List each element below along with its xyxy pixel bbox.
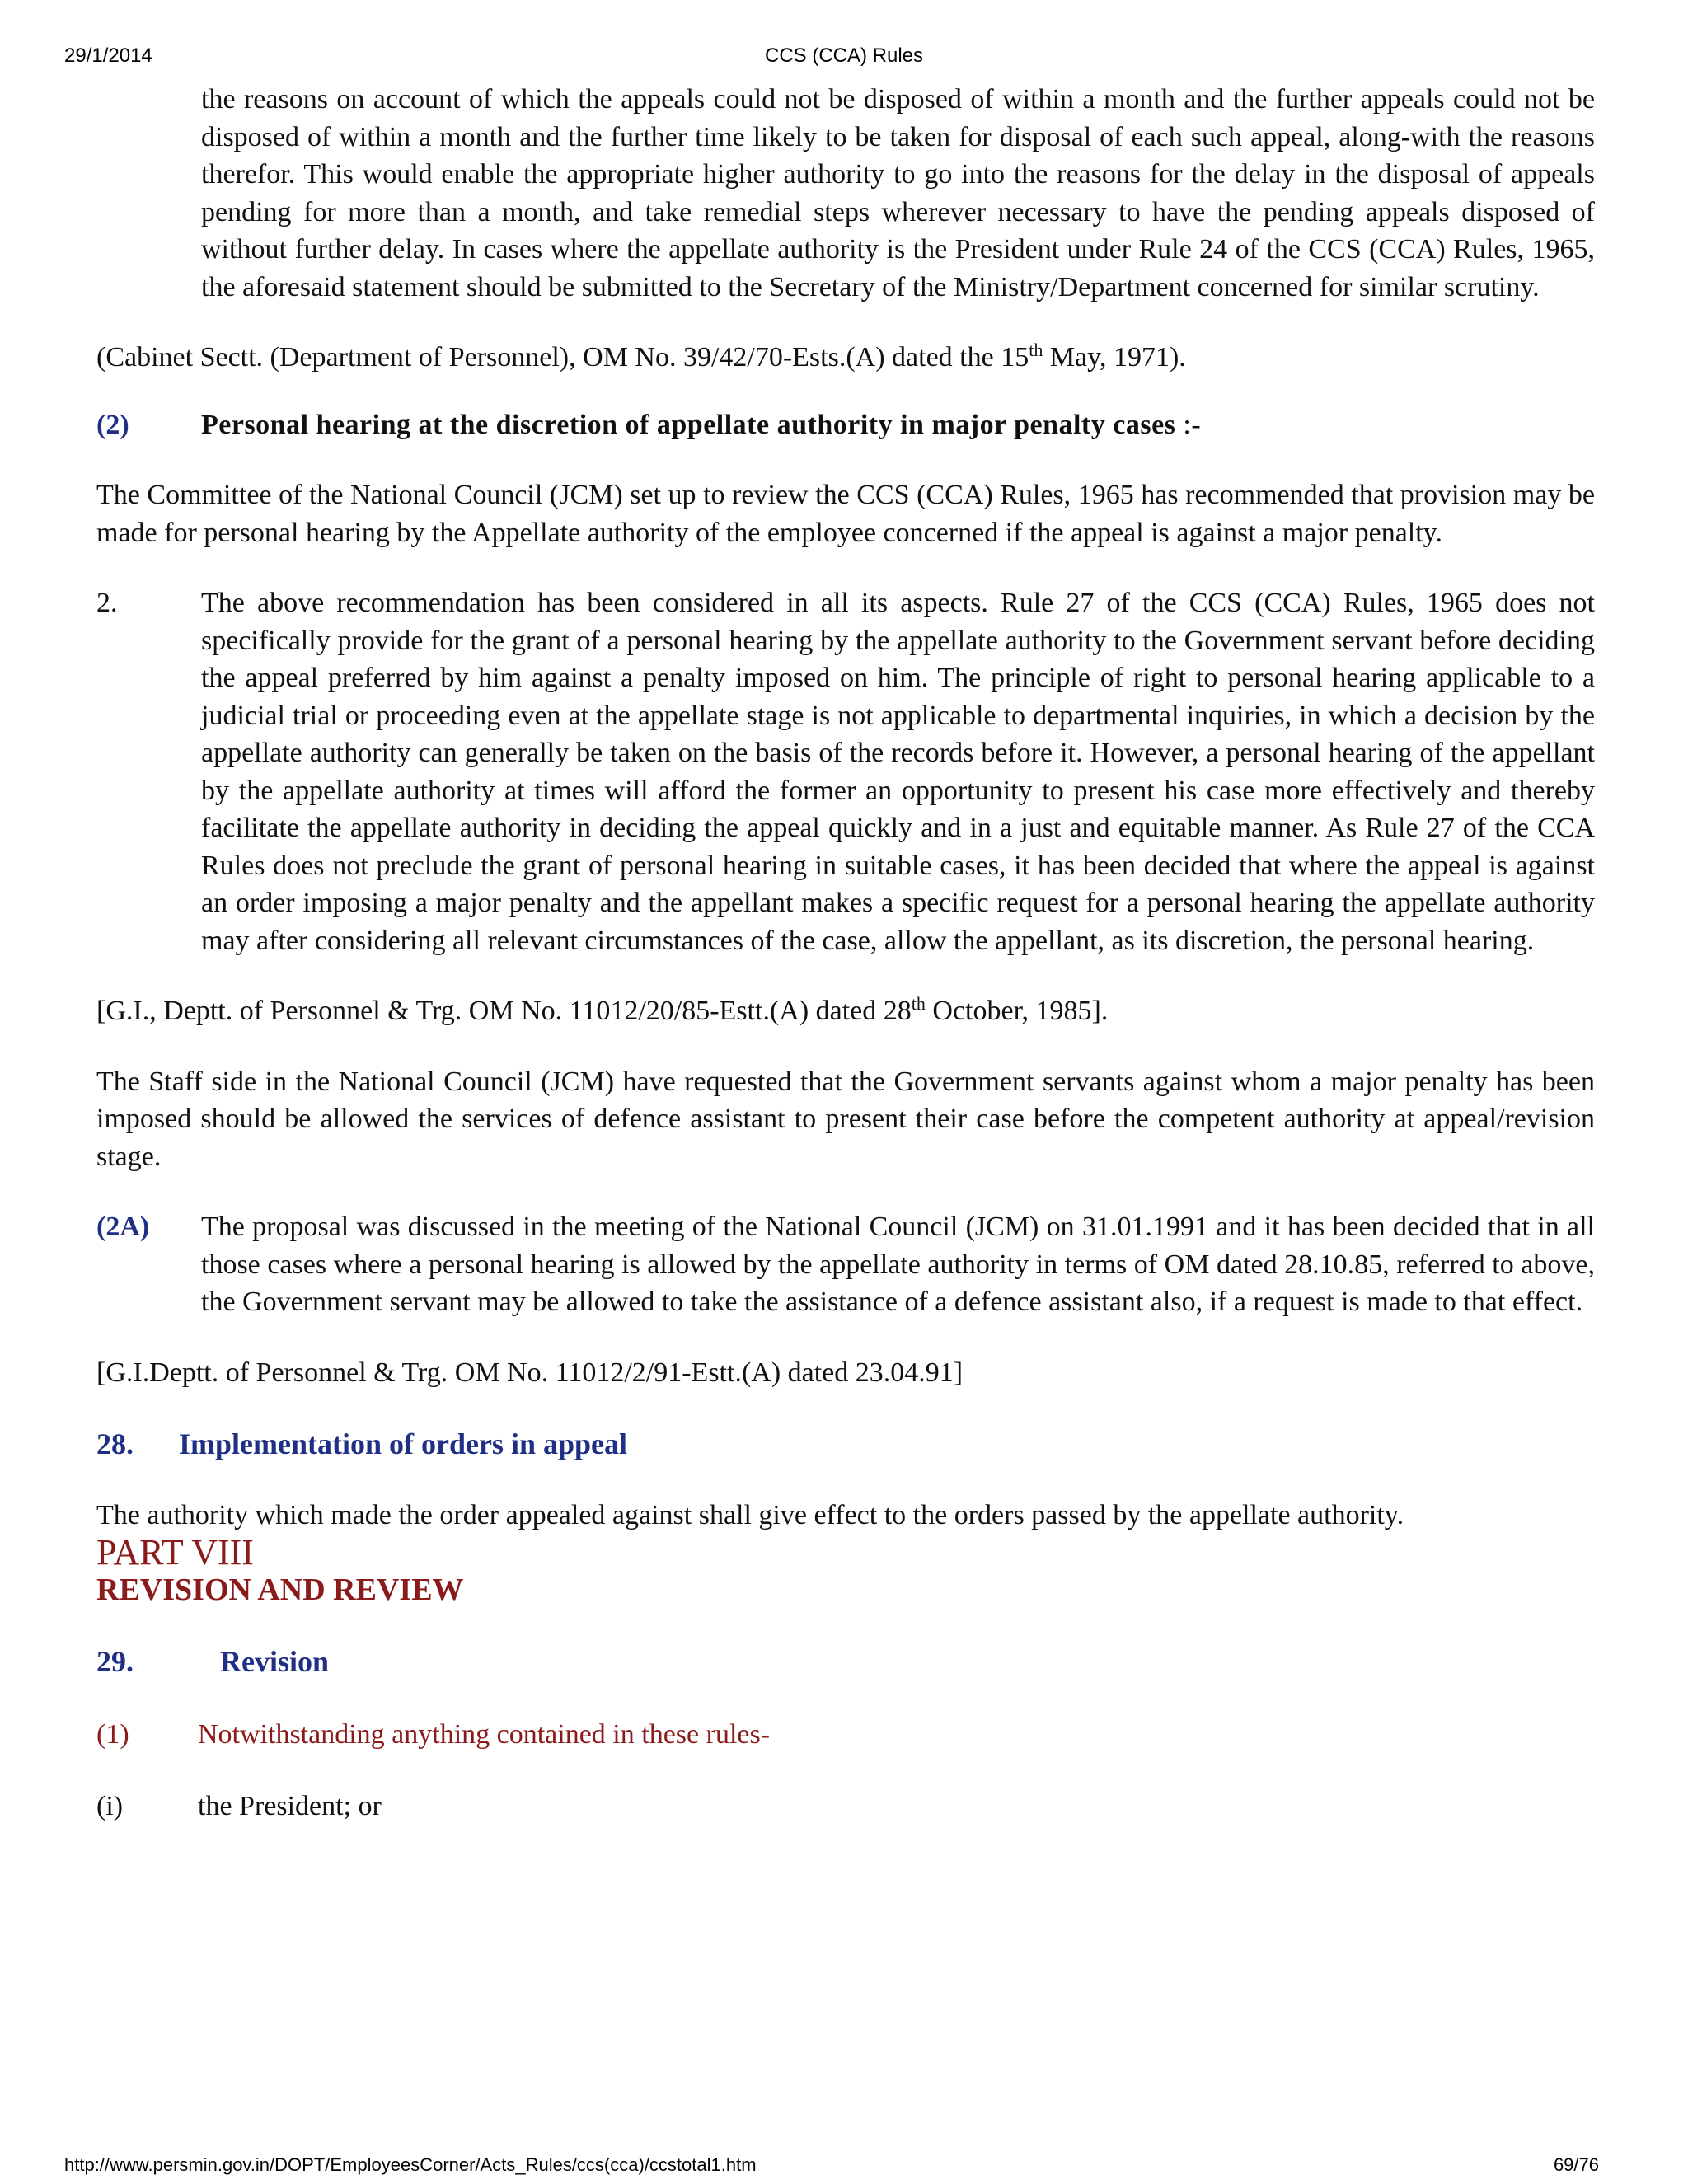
staff-side-paragraph: The Staff side in the National Council (JCM) have requested that the Government servants against whom a major penalty has been imposed should be allowed the services of defence assistant to present their case before the competent authority at appeal/revision stage.	[96, 1066, 1595, 1172]
section-28-paragraph: The authority which made the order appealed against shall give effect to the orders passed by the appellate authority.	[96, 1499, 1404, 1530]
subsection-2-heading	[96, 406, 1595, 444]
paragraph-2a-text: The proposal was discussed in the meeting of the National Council (JCM) on 31.01.1991 and it has been decided that in all those cases where a personal hearing is allowed by the appellate authority in terms of OM dated 28.10.85, referred to above, the Government servant may be allowed to take the assistance of a defence assistant also, if a request is made to that effect.	[201, 1212, 1595, 1317]
citation-superscript: th	[911, 993, 926, 1014]
header-date: 29/1/2014	[64, 45, 152, 67]
subsection-title-suffix: :-	[1175, 409, 1202, 440]
section-number: 28.	[96, 1427, 134, 1460]
subsection-title	[201, 406, 1201, 444]
paragraph-number: (2A)	[96, 1212, 150, 1242]
paragraph-2-text: The above recommendation has been considered in all its aspects. Rule 27 of the CCS (CCA) Rules, 1965 does not specifically provide for the grant of a personal hearing by the appellate authority to the Government servant before deciding the appeal preferred by him against a penalty imposed on him. The principle of right to personal hearing applicable to a judicial trial or proceeding even at the appellate stage is not applicable to departmental inquiries, in which a decision by the appellate authority can generally be taken on the basis of the records before it. However, a personal hearing of the appellant by the appellate authority at times will afford the former an opportunity to present his case more effectively and thereby facilitate the appellate authority in deciding the appeal quickly and in a just and equitable manner. As Rule 27 of the CCA Rules does not preclude the grant of personal hearing in suitable cases, it has been decided that where the appeal is against an order imposing a major penalty and the appellant makes a specific request for a personal hearing the appellate authority may after considering all relevant circumstances of the case, allow the appellant, as its discretion, the personal hearing.	[201, 588, 1595, 956]
footer-page-number: 69/76	[1553, 2154, 1599, 2175]
citation-superscript: th	[1029, 340, 1043, 360]
citation-text-end: October, 1985].	[925, 996, 1109, 1026]
citation-text: [G.I., Deptt. of Personnel & Trg. OM No. 11012/20/85-Estt.(A) dated 28	[96, 996, 912, 1026]
clause-text: Notwithstanding anything contained in these rules-	[198, 1718, 771, 1750]
item-i	[96, 1788, 1595, 1825]
paragraph-number: 2.	[96, 588, 118, 618]
citation-text-end: May, 1971).	[1043, 342, 1186, 373]
part-title: PART VIII	[96, 1532, 254, 1572]
item-text: the President; or	[198, 1791, 382, 1821]
citation-text: (Cabinet Sectt. (Department of Personnel), OM No. 39/42/70-Ests.(A) dated the 15	[96, 342, 1029, 373]
paragraph-2a	[96, 1208, 1595, 1321]
clause-number: (1)	[96, 1718, 129, 1750]
clause-1	[96, 1716, 1595, 1754]
section-number: 29.	[96, 1645, 134, 1678]
section-title: Implementation of orders in appeal	[179, 1427, 627, 1460]
item-number: (i)	[96, 1791, 124, 1821]
committee-paragraph: The Committee of the National Council (JCM) set up to review the CCS (CCA) Rules, 1965 has recommended that provision may be made for personal hearing by the Appellate authority of the employee concerned if the appeal is against a major penalty.	[96, 480, 1595, 548]
citation-gi-1985	[96, 992, 1595, 1030]
header-title: CCS (CCA) Rules	[764, 45, 924, 67]
paragraph-2	[96, 584, 1595, 959]
intro-paragraph: the reasons on account of which the appeals could not be disposed of within a month and the further appeals could not be disposed of within a month and the further time likely to be taken for disposal of each such appeal, along-with the reasons therefor. This would enable the appropriate higher authority to go into the reasons for the delay in the disposal of appeals pending for more than a month, and take remedial steps wherever necessary to have the pending appeals disposed of without further delay. In cases where the appellate authority is the President under Rule 24 of the CCS (CCA) Rules, 1965, the aforesaid statement should be submitted to the Secretary of the Ministry/Department concerned for similar scrutiny.	[201, 84, 1595, 302]
citation-gi-1991: [G.I.Deptt. of Personnel & Trg. OM No. 11012/2/91-Estt.(A) dated 23.04.91]	[96, 1357, 964, 1388]
section-29-heading	[96, 1643, 1595, 1681]
footer-url: http://www.persmin.gov.in/DOPT/EmployeesCorner/Acts_Rules/ccs(cca)/ccstotal1.htm	[64, 2154, 757, 2175]
part-subtitle: REVISION AND REVIEW	[96, 1572, 464, 1607]
subsection-title-text: Personal hearing at the discretion of appellate authority in major penalty cases	[201, 409, 1176, 440]
section-title: Revision	[220, 1645, 330, 1678]
document-body	[96, 81, 1595, 1825]
section-28-heading	[96, 1426, 1595, 1464]
citation-cabinet-sectt	[96, 339, 1595, 377]
subsection-number: (2)	[96, 409, 129, 440]
